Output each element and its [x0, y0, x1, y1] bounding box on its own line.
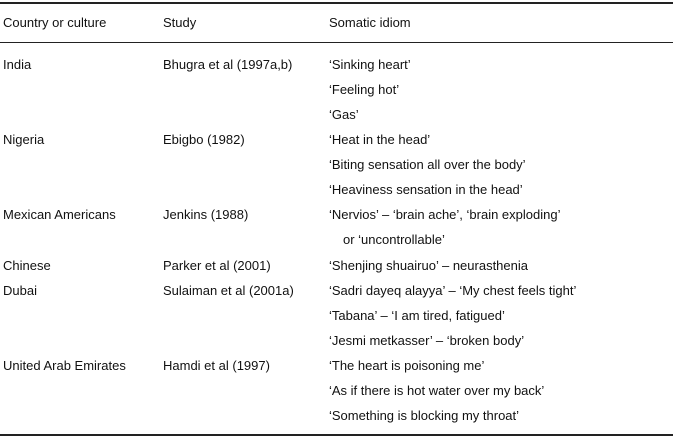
idiom-cell: ‘Jesmi metkasser’ – ‘broken body’	[329, 333, 525, 348]
header-somatic-idiom: Somatic idiom	[329, 15, 411, 30]
idiom-cell: ‘Nervios’ – ‘brain ache’, ‘brain exploding’	[329, 207, 561, 222]
country-cell: Dubai	[3, 283, 37, 298]
idiom-cell: ‘Tabana’ – ‘I am tired, fatigued’	[329, 308, 505, 323]
idiom-cell: ‘Biting sensation all over the body’	[329, 157, 526, 172]
header-study: Study	[163, 15, 197, 30]
country-cell: India	[3, 57, 32, 72]
header-country: Country or culture	[3, 15, 107, 30]
idiom-cell: ‘Heaviness sensation in the head’	[329, 182, 523, 197]
idiom-cell: ‘The heart is poisoning me’	[329, 358, 485, 373]
idiom-cell-continuation: or ‘uncontrollable’	[343, 232, 445, 247]
study-cell: Ebigbo (1982)	[163, 132, 245, 147]
idiom-cell: ‘Sinking heart’	[329, 57, 411, 72]
idiom-cell: ‘Shenjing shuairuo’ – neurasthenia	[329, 258, 528, 273]
study-cell: Parker et al (2001)	[163, 258, 271, 273]
header-rule	[0, 42, 673, 43]
country-cell: Mexican Americans	[3, 207, 116, 222]
idiom-cell: ‘Gas’	[329, 107, 359, 122]
table-top-rule	[0, 2, 673, 4]
country-cell: Nigeria	[3, 132, 45, 147]
idiom-cell: ‘Heat in the head’	[329, 132, 431, 147]
idiom-cell: ‘As if there is hot water over my back’	[329, 383, 545, 398]
study-cell: Jenkins (1988)	[163, 207, 249, 222]
idiom-cell: ‘Something is blocking my throat’	[329, 408, 520, 423]
study-cell: Hamdi et al (1997)	[163, 358, 270, 373]
idiom-cell: ‘Sadri dayeq alayya’ – ‘My chest feels tight’	[329, 283, 577, 298]
study-cell: Sulaiman et al (2001a)	[163, 283, 294, 298]
country-cell: United Arab Emirates	[3, 358, 126, 373]
idiom-cell: ‘Feeling hot’	[329, 82, 400, 97]
country-cell: Chinese	[3, 258, 51, 273]
study-cell: Bhugra et al (1997a,b)	[163, 57, 293, 72]
table-bottom-rule	[0, 434, 673, 436]
